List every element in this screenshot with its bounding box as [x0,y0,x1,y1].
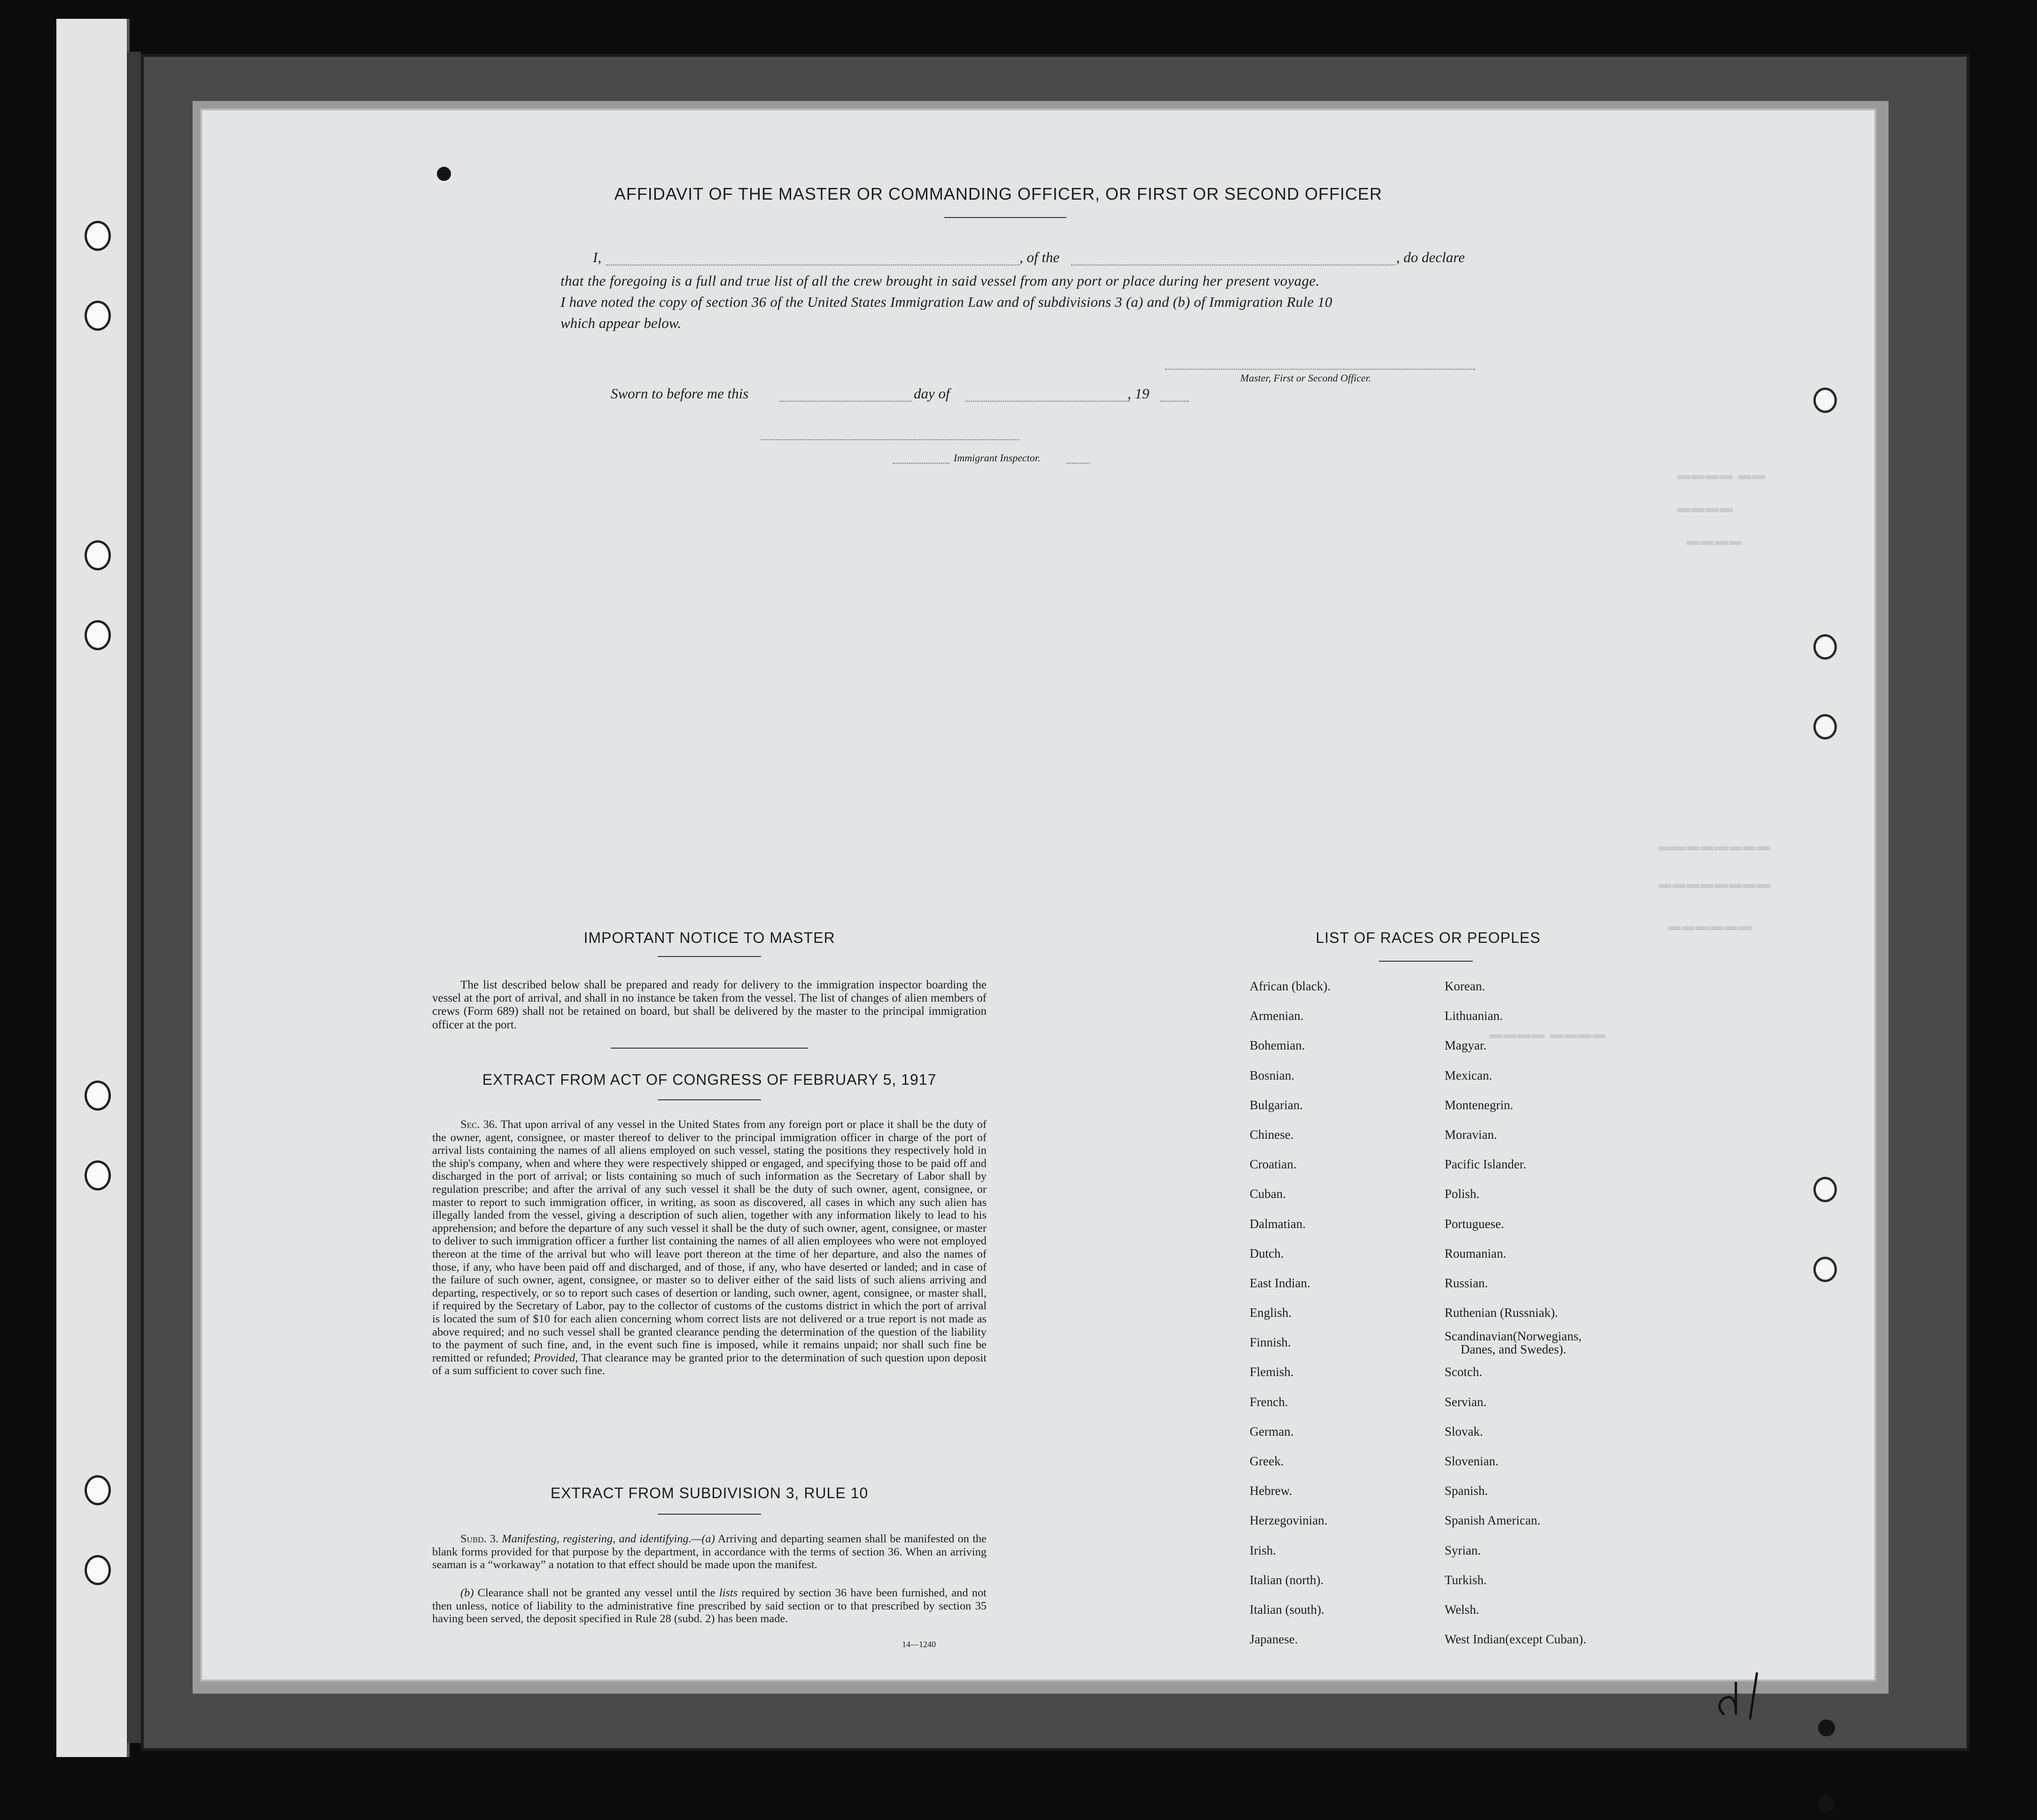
race-item: English. [1250,1306,1292,1320]
notice-text: The list described below shall be prepared and ready for delivery to the immigration inspector boarding the vessel at the port of arrival, and shall in no instance be taken from the vessel. The list of changes of alien members of crews (Form 689) shall not be retained on board, but shall be delivered by the master to the principal immigration officer at the port. [432,979,987,1031]
strip-hole [85,221,111,251]
rule-title: EXTRACT FROM SUBDIVISION 3, RULE 10 [550,1485,869,1501]
race-item: Portuguese. [1445,1216,1504,1231]
race-item: Moravian. [1445,1127,1497,1142]
race-item: Irish. [1250,1543,1276,1557]
race-item: Scotch. [1445,1365,1483,1379]
race-item-line: Danes, and Swedes). [1461,1342,1566,1357]
subd-heading: Manifesting, registering, and identifying.—(a) [502,1532,715,1545]
race-item: Croatian. [1250,1157,1297,1172]
race-item: Bohemian. [1250,1038,1305,1053]
affidavit-of-the: , of the [1019,249,1060,265]
race-item: West Indian(except Cuban). [1445,1632,1586,1647]
section-label: Sec. 36. [460,1118,498,1131]
races-title: LIST OF RACES OR PEOPLES [1315,929,1541,946]
inspector-caption-trail [1066,463,1090,464]
strip-hole [85,1160,111,1190]
name-blank[interactable] [606,264,1019,265]
form-number: 14—1240 [902,1640,936,1649]
race-item: Herzegovinian. [1250,1513,1328,1528]
document-page [202,110,1874,1680]
act-body: That upon arrival of any vessel in the United States from any foreign port or place it shall be the duty of the owner, agent, consignee, or master thereof to deliver to the principal immigration officer in charge of the port of arrival lists containing the names of all aliens employed on such vessel, stating the positions they respectively hold in the ship's company, when and where they were respectively shipped or engaged, and specifying those to be paid off and discharged in the port of arrival; or lists containing so much of such information as the Secretary of Labor shall by regulation prescribe; and after the arrival of any such vessel it shall be the duty of such owner, agent, consignee, or master to report to such immigration officer, in writing, as soon as discovered, all cases in which any such alien has illegally landed from the vessel, giving a description of such alien, together with any information likely to lead to his apprehension; and before the departure of any such vessel it shall be the duty of such owner, agent, consignee, or master to deliver to such immigration officer a further list containing the names of all alien employees who were not employed thereon at the time of the arrival but who will leave port thereon at the time of her departure, and also the names of those, if any, who have been paid off and discharged, and of those, if any, who have deserted or landed; and in case of the failure of such owner, agent, consignee, or master so to deliver either of the said lists of such aliens arriving and departing, respectively, or so to report such cases of desertion or landing, such owner, agent, consignee, or master shall, if required by the Secretary of Labor, pay to the collector of customs of the customs district in which the port of arrival is located the sum of $10 for each alien concerning whom correct lists are not delivered or a true report is not made as above required; and no such vessel shall be granted clearance pending the determination of the question of the liability to the payment of such fine, and, in the event such fine is imposed, while it remains unpaid; nor shall such fine be remitted or refunded; [432,1118,987,1364]
race-item: Servian. [1445,1394,1487,1409]
race-item: Japanese. [1250,1632,1298,1647]
race-item: Magyar. [1445,1038,1487,1053]
act-underline [658,1099,761,1100]
rule-body-a: Arriving and departing seamen shall be manifested on the blank forms provided for that purpose by the department, in accordance with the terms of section 36. When an arriving seaman is a “workaway” a notation to that effect should be made upon the manifest. [432,1532,987,1571]
notice-underline [658,956,761,957]
page-hole [1813,1177,1837,1202]
punch-mark [1818,1795,1835,1812]
race-item: Bulgarian. [1250,1097,1303,1112]
act-title: EXTRACT FROM ACT OF CONGRESS OF FEBRUARY 5, 1917 [482,1071,937,1088]
race-item: Chinese. [1250,1127,1294,1142]
race-item: Pacific Islander. [1445,1157,1526,1172]
provided-label: Provided, [533,1351,578,1364]
lists-word: lists [719,1587,738,1599]
page-hole [1813,634,1837,660]
punch-mark [1818,1719,1835,1736]
race-item: East Indian. [1250,1276,1310,1290]
affidavit-declare: , do declare [1396,249,1465,265]
affidavit-line-4: which appear below. [560,315,681,331]
race-item-multiline [1445,1328,1586,1357]
race-item: Cuban. [1250,1187,1286,1201]
bleed-through-ghost: ▬▬▬▬ [1687,533,1743,548]
page-hole [1813,714,1837,739]
year-text: , 19 [1127,385,1150,402]
race-item: Lithuanian. [1445,1009,1503,1023]
races-left-column [1250,972,1330,1654]
race-item: Ruthenian (Russniak). [1445,1306,1558,1320]
bleed-through-ghost: ▬▬▬▬ ▬▬ [1677,467,1766,482]
act-text [432,1118,987,1377]
race-item: Spanish. [1445,1484,1488,1498]
handwritten-mark [1710,1663,1785,1724]
race-item: Montenegrin. [1445,1097,1514,1112]
race-item: Flemish. [1250,1365,1294,1379]
race-item: Hebrew. [1250,1484,1292,1498]
race-item: Bosnian. [1250,1068,1295,1082]
race-item: Italian (south). [1250,1602,1324,1617]
strip-hole [85,1555,111,1585]
label-b: (b) [460,1587,474,1599]
bleed-through-ghost: ▬▬▬▬▬▬▬▬ [1658,839,1771,853]
race-item: Turkish. [1445,1572,1487,1587]
sworn-day-blank[interactable] [780,401,911,402]
race-item: Russian. [1445,1276,1488,1290]
binding-strip-edge [127,52,141,1743]
punch-mark [437,167,451,181]
rule-underline [658,1514,761,1515]
sworn-text: Sworn to before me this [611,385,749,402]
inspector-signature-line[interactable] [761,439,1019,440]
year-blank[interactable] [1160,401,1189,402]
page-hole [1813,388,1837,413]
race-item: Slovak. [1445,1424,1483,1439]
strip-hole [85,1475,111,1505]
affidavit-line-3: I have noted the copy of section 36 of the United States Immigration Law and of subdivisions 3 (a) and (b) of Immigration Rule 10 [560,294,1332,310]
race-item: French. [1250,1394,1288,1409]
strip-hole [85,620,111,650]
race-item: Slovenian. [1445,1454,1499,1468]
vessel-blank[interactable] [1071,264,1395,265]
race-item: German. [1250,1424,1294,1439]
rule-body-b2: required by section 36 have been furnished, and not then unless, notice of liability to the administrative fine prescribed by said section or to that prescribed by section 35 having been served, the deposit specified in Rule 28 (subd. 2) has been made. [432,1587,987,1626]
notice-title: IMPORTANT NOTICE TO MASTER [583,929,835,946]
signature-line[interactable] [1165,369,1475,370]
strip-hole [85,1081,111,1111]
subd-label: Subd. 3. [460,1532,499,1545]
race-item: Polish. [1445,1187,1480,1201]
race-item: Dutch. [1250,1246,1284,1260]
race-item: Syrian. [1445,1543,1481,1557]
race-item: Greek. [1250,1454,1284,1468]
act-body-end: That clearance may be granted prior to the determination of such question upon deposit of a sum sufficient to cover such fine. [432,1351,987,1377]
signature-caption: Master, First or Second Officer. [1240,372,1371,384]
race-item: Roumanian. [1445,1246,1507,1260]
race-item: Welsh. [1445,1602,1479,1617]
affidavit-i: I, [593,249,602,265]
race-item: Finnish. [1250,1335,1291,1350]
bleed-through-ghost: ▬▬▬▬ ▬▬▬▬ [1489,1027,1607,1041]
race-item: Armenian. [1250,1009,1304,1023]
affidavit-line-2: that the foregoing is a full and true list of all the crew brought in said vessel from any port or place during her present voyage. [560,272,1320,289]
inspector-caption-lead [893,463,949,464]
bleed-through-ghost: ▬▬▬▬▬▬ [1668,918,1752,933]
bleed-through-ghost: ▬▬▬▬▬▬▬▬ [1658,876,1771,891]
section-divider [611,1048,808,1049]
race-item: Spanish American. [1445,1513,1540,1528]
rule-text-a [432,1532,987,1571]
races-right-column [1445,972,1586,1654]
bleed-through-ghost: ▬▬▬▬ [1677,500,1734,515]
page-hole [1813,1257,1837,1282]
race-item-line: Scandinavian(Norwegians, [1445,1329,1582,1344]
title-underline [944,217,1066,218]
race-item: African (black). [1250,979,1331,993]
sworn-month-blank[interactable] [965,401,1130,402]
race-item: Korean. [1445,979,1485,993]
rule-text-b [432,1587,987,1626]
day-of-text: day of [914,385,950,402]
strip-hole [85,540,111,570]
race-item: Mexican. [1445,1068,1493,1082]
races-underline [1379,961,1473,962]
affidavit-title: AFFIDAVIT OF THE MASTER OR COMMANDING OFFICER, OR FIRST OR SECOND OFFICER [614,184,1383,203]
race-item: Italian (north). [1250,1572,1324,1587]
rule-body-b1: Clearance shall not be granted any vessel until the [477,1587,715,1599]
inspector-caption: Immigrant Inspector. [954,452,1041,464]
race-item: Dalmatian. [1250,1216,1306,1231]
strip-hole [85,301,111,331]
